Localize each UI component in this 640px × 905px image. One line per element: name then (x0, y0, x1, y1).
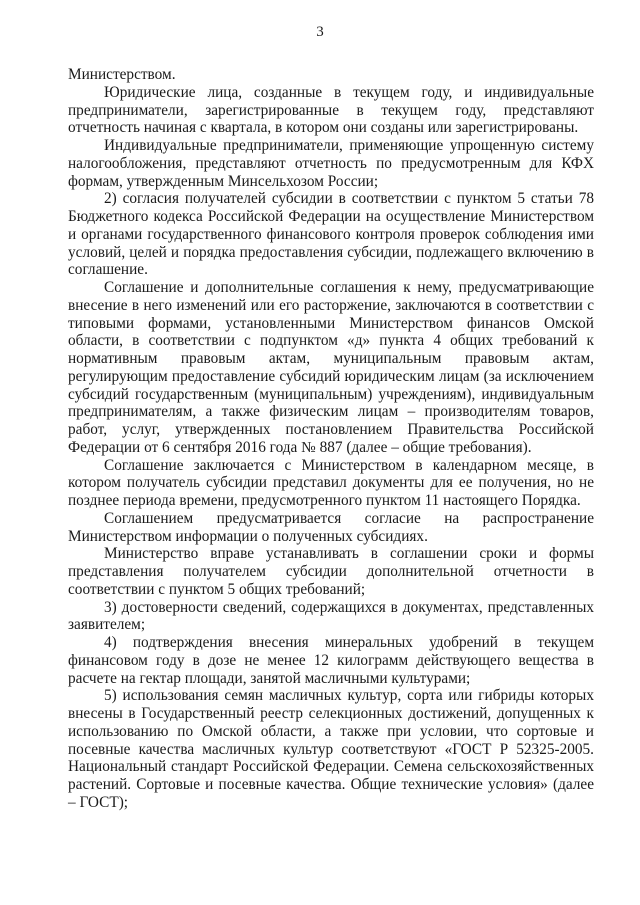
page-number: 3 (316, 24, 324, 40)
paragraph-11: 5) использования семян масличных культур, сорта или гибриды которых внесены в Государственный реестр селекционных достижений, допущенных к использованию по Омской области, а также при условии, что сортовые и посевные качества масличных культур соответствуют «ГОСТ Р 52325-2005. Национальный стандарт Российской Федерации. Семена сельскохозяйственных растений. Сортовые и посевные качества. Общие технические условия» (далее – ГОСТ); (68, 687, 594, 811)
paragraph-10: 4) подтверждения внесения минеральных удобрений в текущем финансовом году в дозе не менее 12 килограмм действующего вещества в расчете на гектар площади, занятой масличными культурами; (68, 634, 594, 687)
paragraph-3: Индивидуальные предприниматели, применяющие упрощенную систему налогообложения, представляют отчетность по предусмотренным для КФХ формам, утвержденным Минсельхозом России; (68, 137, 594, 190)
paragraph-6: Соглашение заключается с Министерством в календарном месяце, в котором получатель субсидии представил документы для ее получения, но не позднее периода времени, предусмотренного пунктом 11 настоящего Порядка. (68, 456, 594, 509)
paragraph-1: Министерством. (68, 66, 176, 83)
paragraph-5: Соглашение и дополнительные соглашения к нему, предусматривающие внесение в него изменений или его расторжение, заключаются в соответствии с типовыми формами, установленными Министерством финансов Омской области, в соответствии с подпунктом «д» пункта 4 общих требований к нормативным правовым актам, муниципальным правовым актам, регулирующим предоставление субсидий юридическим лицам (за исключением субсидий государственным (муниципальным) учреждениям), индивидуальным предпринимателям, а также физическим лицам – производителям товаров, работ, услуг, утвержденных постановлением Правительства Российской Федерации от 6 сентября 2016 года № 887 (далее – общие требования). (68, 279, 594, 456)
document-body (68, 66, 594, 812)
paragraph-8: Министерство вправе устанавливать в соглашении сроки и формы представления получателем субсидии дополнительной отчетности в соответствии с пунктом 5 общих требований; (68, 545, 594, 598)
paragraph-9: 3) достоверности сведений, содержащихся в документах, представленных заявителем; (68, 598, 594, 634)
paragraph-4: 2) согласия получателей субсидии в соответствии с пунктом 5 статьи 78 Бюджетного кодекса Российской Федерации на осуществление Министерством и органами государственного финансового контроля проверок соблюдения ими условий, целей и порядка предоставления субсидии, подлежащего включению в соглашение. (68, 190, 594, 279)
paragraph-2: Юридические лица, созданные в текущем году, и индивидуальные предприниматели, зарегистрированные в текущем году, представляют отчетность начиная с квартала, в котором они созданы или зарегистрированы. (68, 83, 594, 137)
paragraph-7: Соглашением предусматривается согласие на распространение Министерством информации о полученных субсидиях. (68, 509, 594, 545)
